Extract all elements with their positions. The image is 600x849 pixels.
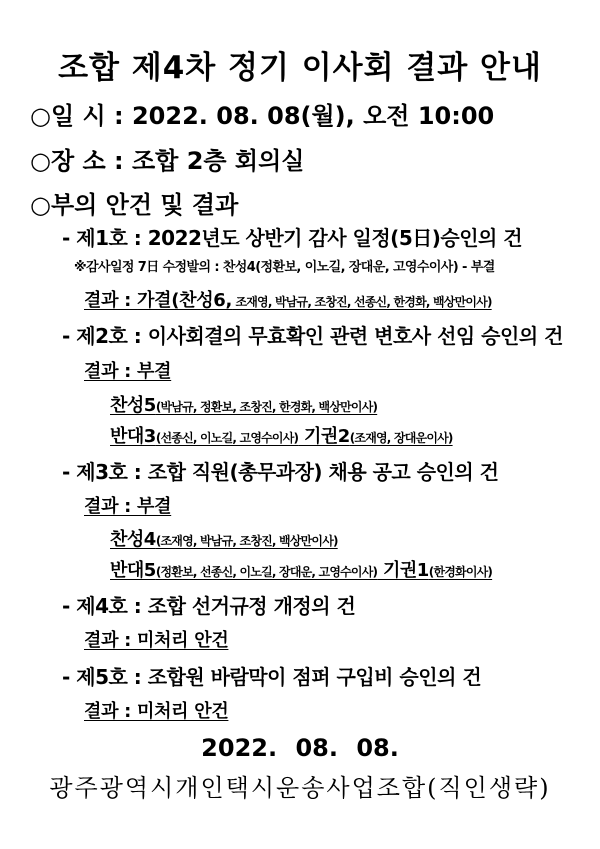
agenda-item-4-title: - 제4호 : 조합 선거규정 개정의 건	[62, 594, 356, 618]
agenda-item-5-title: - 제5호 : 조합원 바람막이 점퍼 구입비 승인의 건	[62, 665, 482, 689]
agenda-item-2-no-abstain: 반대3(선종신, 이노길, 고영수이사) 기권2(조재영, 장대운이사)	[110, 426, 453, 447]
result-main: 가결(찬성6,	[137, 290, 233, 311]
agenda-item-3-result: 결과 : 부결	[84, 496, 172, 517]
agenda-item-1-note: ※감사일정 7日 수정발의 : 찬성4(정환보, 이노길, 장대운, 고영수이사) - 부결	[74, 260, 495, 275]
agenda-item-3-yes: 찬성4(조재영, 박남규, 조창진, 백상만이사)	[110, 529, 338, 550]
result-names: 조재영, 박남규, 조창진, 선종신, 한경화, 백상만이사)	[232, 295, 492, 309]
issuer-signature-line: 광주광역시개인택시운송사업조합(직인생략)	[49, 774, 551, 802]
agenda-item-1-title: - 제1호 : 2022년도 상반기 감사 일정(5日)승인의 건	[62, 226, 523, 250]
agenda-item-3-no-abstain: 반대5(정환보, 선종신, 이노길, 장대운, 고영수이사) 기권1(한경화이사)	[110, 560, 493, 581]
agenda-item-3-title: - 제3호 : 조합 직원(총무과장) 채용 공고 승인의 건	[62, 460, 499, 484]
agenda-item-2-title: - 제2호 : 이사회결의 무효확인 관련 변호사 선임 승인의 건	[62, 324, 563, 348]
agenda-heading: ○부의 안건 및 결과	[30, 191, 239, 219]
agenda-item-4-result: 결과 : 미처리 안건	[84, 630, 229, 651]
agenda-item-2-yes: 찬성5(박남규, 정환보, 조창진, 한경화, 백상만이사)	[110, 395, 378, 416]
agenda-item-2-result: 결과 : 부결	[84, 361, 172, 382]
agenda-item-5-result: 결과 : 미처리 안건	[84, 701, 229, 722]
agenda-item-1-result	[84, 286, 492, 312]
document-title: 조합 제4차 정기 이사회 결과 안내	[58, 50, 542, 86]
result-label: 결과 :	[84, 290, 138, 311]
document-date: 2022. 08. 08.	[201, 734, 399, 762]
meeting-date: ○일 시 : 2022. 08. 08(월), 오전 10:00	[30, 102, 495, 130]
meeting-place: ○장 소 : 조합 2층 회의실	[30, 147, 305, 175]
